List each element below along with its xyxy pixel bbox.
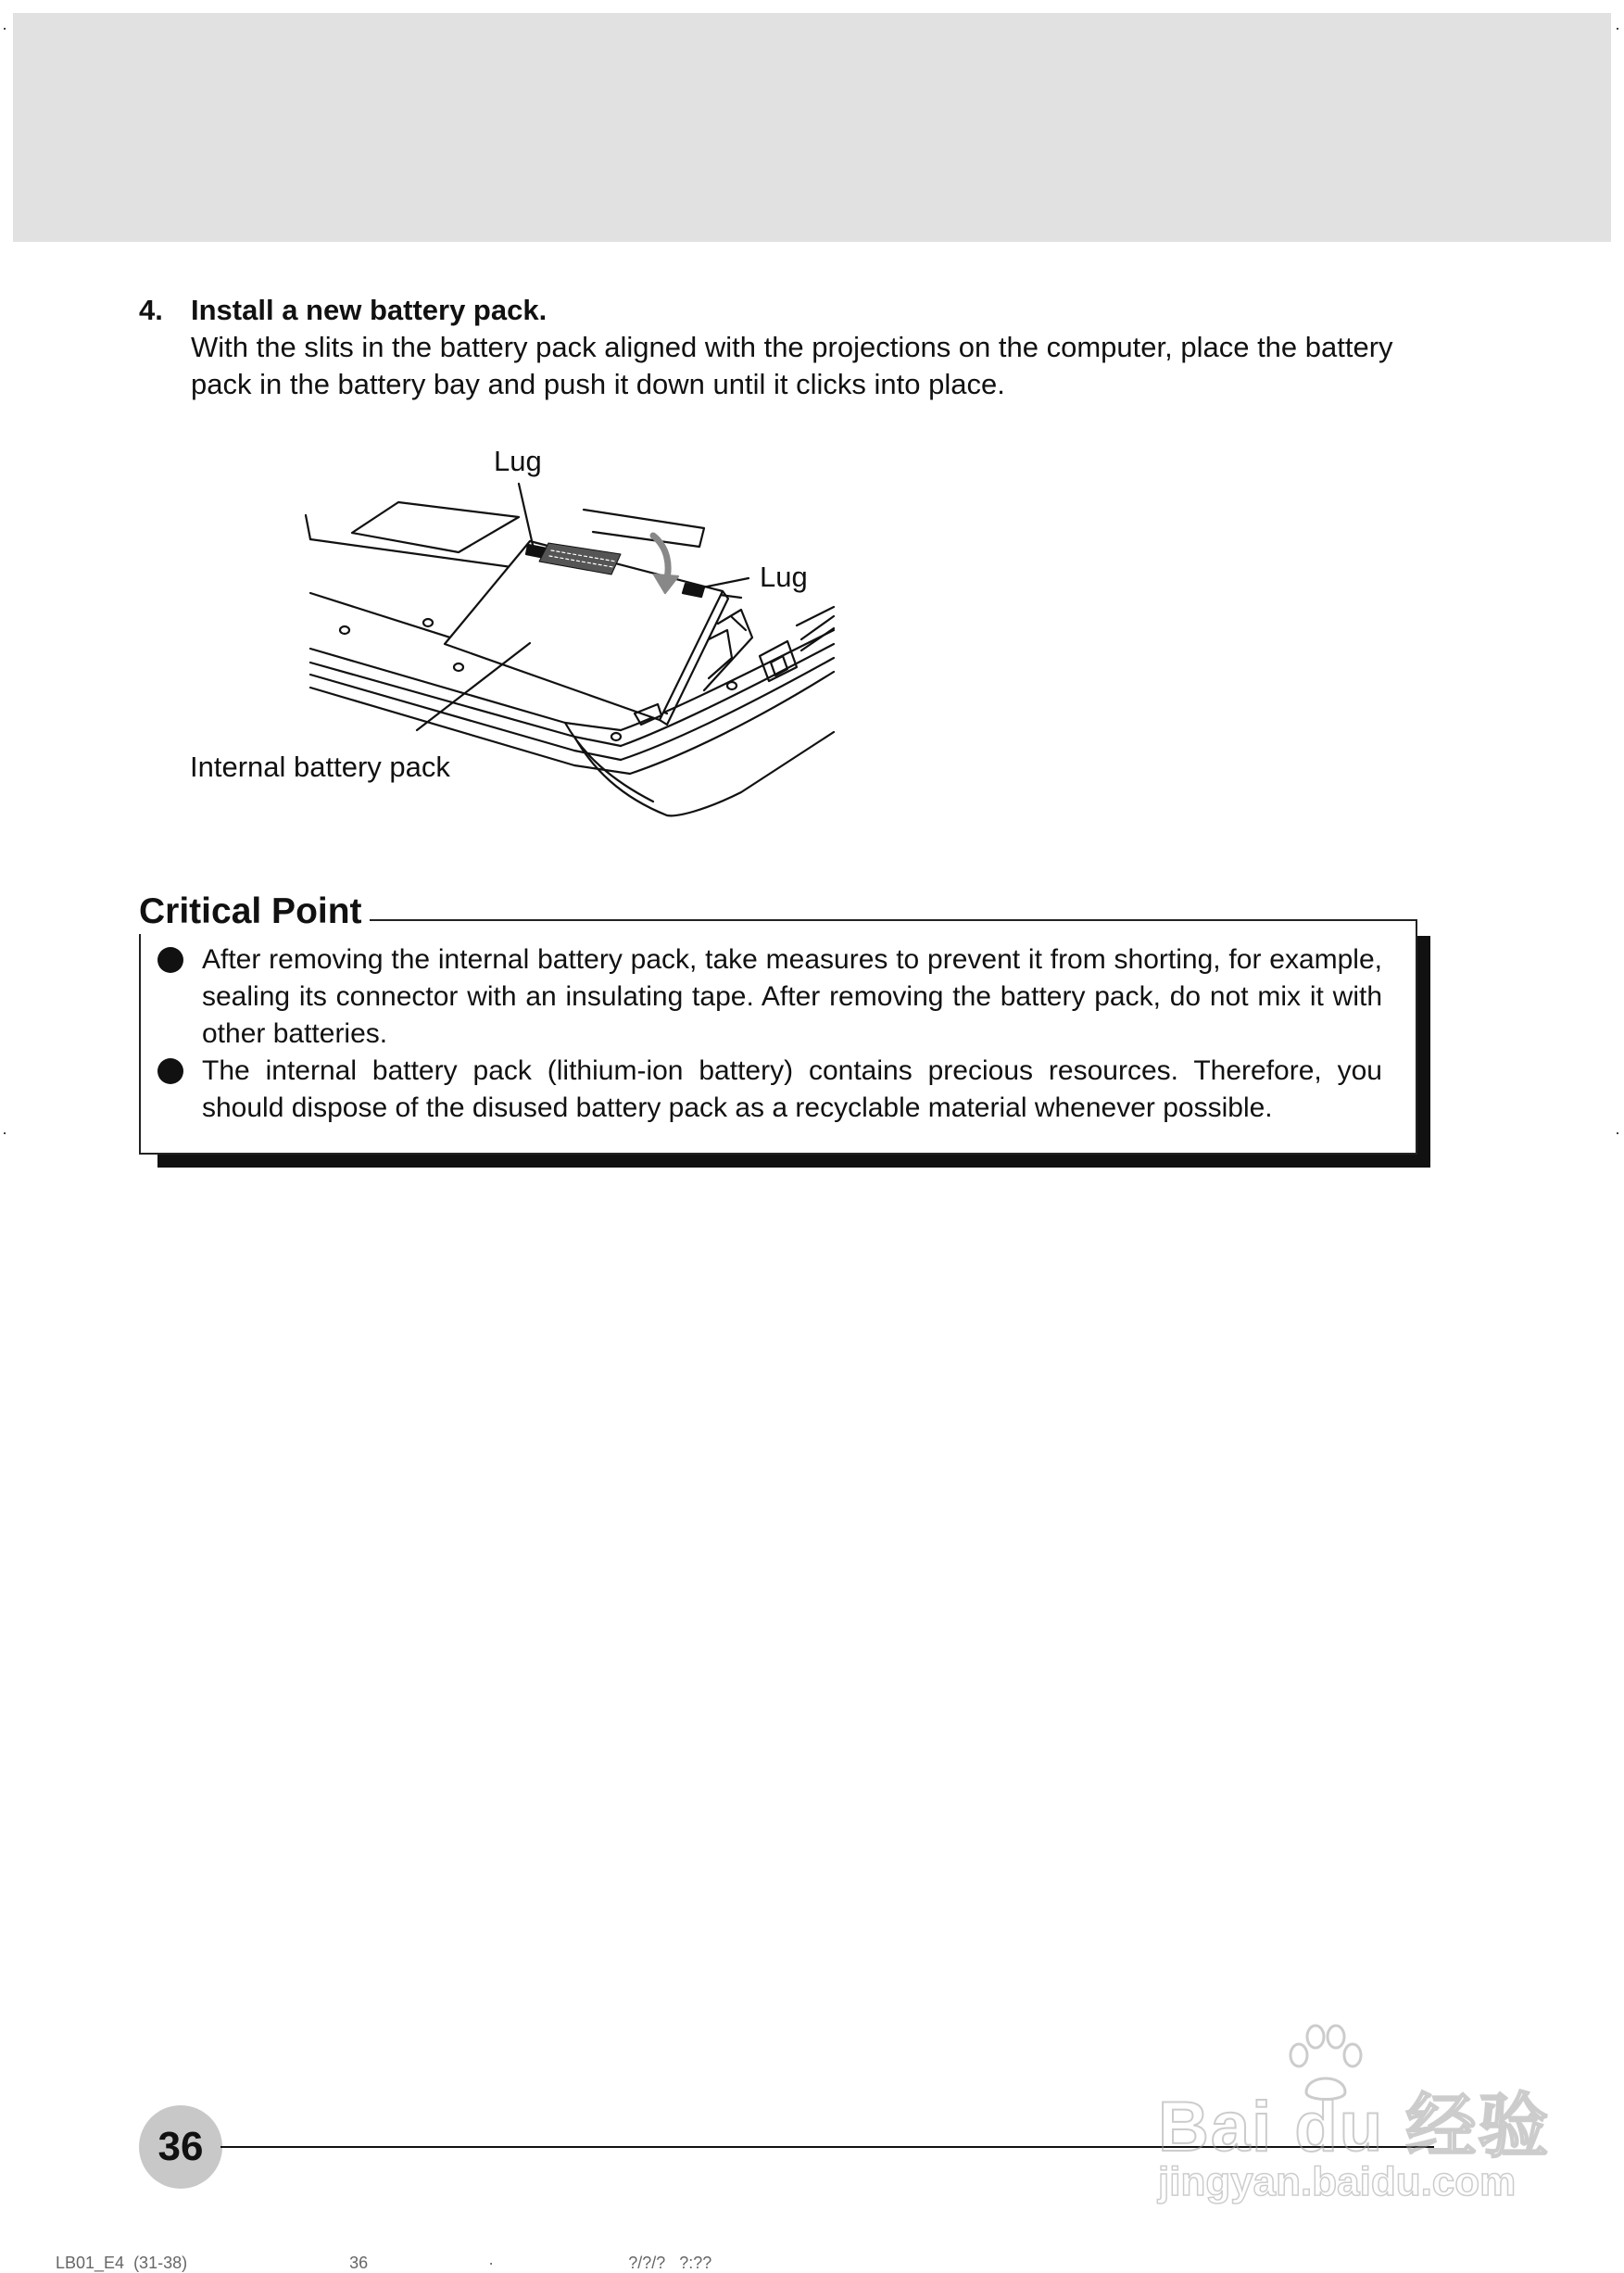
header-band xyxy=(13,13,1611,242)
critical-point-item xyxy=(202,941,1382,1053)
baidu-watermark xyxy=(1139,2020,1551,2215)
crop-mark xyxy=(1617,28,1618,30)
crop-mark xyxy=(4,1132,6,1134)
watermark-brand: Bai du 经验 xyxy=(1158,2088,1551,2166)
battery-pack-label: Internal battery pack xyxy=(190,751,450,783)
critical-point-item xyxy=(202,1053,1382,1127)
step-instructions: With the slits in the battery pack aligned with the projections on the computer, place the battery pack in the battery bay and push it down until it clicks into place. xyxy=(191,331,1393,400)
step-heading xyxy=(139,292,1454,329)
battery-pack xyxy=(445,541,728,725)
critical-point-title: Critical Point xyxy=(139,890,370,934)
critical-point-text: After removing the internal battery pack, take measures to prevent it from shorting, for example, sealing its connector with an insulating tape. After removing the battery pack, do not mix it with other batteries. xyxy=(202,944,1382,1049)
critical-point-text: The internal battery pack (lithium-ion battery) contains precious resources. Therefore, you should dispose of the disused battery pack as a recyclable material whenever possible. xyxy=(202,1055,1382,1123)
page-number: 36 xyxy=(139,2105,222,2189)
battery-install-figure xyxy=(185,436,852,825)
install-step xyxy=(139,292,1454,403)
bullet-icon xyxy=(157,1058,183,1084)
critical-point-box xyxy=(139,919,1417,1155)
bullet-icon xyxy=(157,947,183,973)
lug-right-label: Lug xyxy=(760,561,808,593)
watermark-url: jingyan.baidu.com xyxy=(1158,2159,1517,2204)
lug-top-label: Lug xyxy=(494,445,542,477)
step-title: Install a new battery pack. xyxy=(191,294,548,326)
step-number: 4. xyxy=(139,294,163,326)
critical-point-list xyxy=(141,921,1416,1127)
crop-mark xyxy=(1617,1132,1618,1134)
print-info-line: LB01_E4 (31-38) 36 · ?/?/? ?:?? xyxy=(56,2254,712,2272)
battery-bay xyxy=(704,610,752,690)
crop-mark xyxy=(4,28,6,30)
